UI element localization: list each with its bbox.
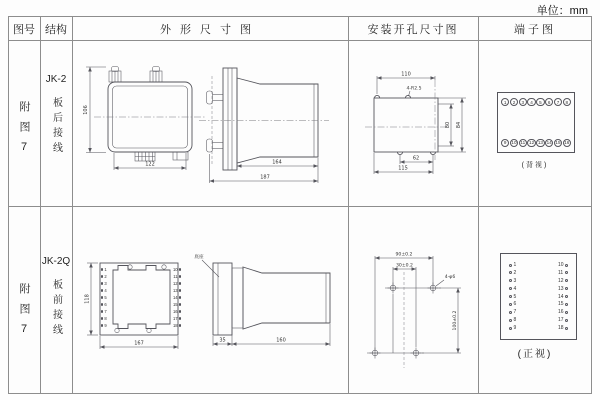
fv2-terminals-right	[166, 267, 181, 328]
terminal-entry: 15	[558, 301, 568, 307]
terminal-dot-icon	[101, 310, 103, 312]
terminal-entry: 6	[509, 301, 516, 307]
terminal-dot-icon	[179, 317, 181, 319]
row1-dim-depth-total: 187	[260, 174, 270, 181]
terminal-dot-icon	[565, 311, 568, 314]
terminal-entry: 4	[101, 288, 114, 293]
terminal-entry: 1	[101, 267, 114, 272]
terminal-dot-icon	[179, 296, 181, 298]
terminal-dot-icon	[101, 296, 103, 298]
terminal-entry: 16	[558, 309, 568, 315]
terminal1-row-bottom	[501, 139, 571, 147]
terminal-dot-icon	[101, 275, 103, 277]
header-mounting: 安装开孔尺寸图	[367, 24, 459, 36]
terminal-entry: 5	[101, 295, 114, 300]
terminal-entry: 13	[558, 286, 568, 292]
terminal-circle: 16	[564, 140, 570, 146]
terminal-circle: 5	[536, 98, 544, 106]
terminal-dot-icon	[509, 279, 512, 282]
row1-dim-outer-height: 84	[456, 121, 462, 129]
terminal-entry: 15	[166, 302, 181, 307]
terminal-dot-icon	[101, 268, 103, 270]
terminal-dot-icon	[101, 324, 103, 326]
terminal-entry: 10	[558, 262, 568, 268]
terminal-dot-icon	[179, 303, 181, 305]
terminal-entry: 9	[101, 323, 114, 328]
row1-dim-front-height: 106	[83, 105, 89, 115]
terminal-circle: 14	[546, 140, 552, 146]
terminal-circle: 4	[527, 98, 535, 106]
terminal-entry: 11	[558, 270, 568, 276]
row1-view-label: (背视)	[521, 162, 549, 169]
row2-dim-base-thickness: 35	[219, 337, 226, 344]
terminal-dot-icon	[509, 271, 512, 274]
row1-wiring: 板后接线	[50, 97, 62, 157]
terminal-dot-icon	[509, 319, 512, 322]
row2-base-label: 底座	[194, 255, 204, 260]
terminal-circle: 13	[537, 140, 543, 146]
header-fig-no: 图号	[13, 24, 35, 36]
terminal-entry: 7	[101, 309, 114, 314]
terminal-entry: 4	[509, 286, 516, 292]
row1-dim-front-width: 122	[145, 161, 155, 168]
terminal-dot-icon	[509, 303, 512, 306]
row1-model: JK-2	[45, 74, 67, 85]
row2-dim-front-width: 167	[134, 340, 144, 347]
header-outline: 外形尺寸图	[160, 24, 260, 36]
terminal-entry: 6	[101, 302, 114, 307]
terminal-entry: 13	[166, 288, 181, 293]
terminal-entry: 16	[166, 309, 181, 314]
terminal-circle: 11	[520, 140, 526, 146]
row1-dim-top-width: 110	[401, 71, 411, 78]
terminal-dot-icon	[101, 317, 103, 319]
terminal-circle: 3	[519, 98, 527, 106]
terminal-dot-icon	[509, 295, 512, 298]
row1-outline-drawing	[72, 40, 348, 206]
terminal-dot-icon	[179, 282, 181, 284]
terminal-dot-icon	[509, 264, 512, 267]
terminal-dot-icon	[565, 271, 568, 274]
terminal-circle: 10	[511, 140, 517, 146]
terminal-dot-icon	[565, 295, 568, 298]
unit-label: 单位：mm	[536, 5, 588, 17]
fv2-terminals-left	[101, 267, 114, 328]
row2-dim-front-height: 118	[84, 294, 91, 304]
terminal-dot-icon	[179, 268, 181, 270]
row1-terminal-box	[497, 92, 575, 153]
row2-dim-hole-span-h: 90±0.2	[395, 252, 413, 258]
terminal-circle: 15	[555, 140, 561, 146]
row1-dim-depth-body: 164	[272, 159, 282, 166]
terminal-dot-icon	[565, 287, 568, 290]
terminal-dot-icon	[509, 287, 512, 290]
terminal-dot-icon	[565, 319, 568, 322]
row1-fig-no: 附图7	[18, 100, 30, 162]
terminal-entry: 8	[101, 316, 114, 321]
terminal-dot-icon	[179, 310, 181, 312]
row1-dim-inner-height: 80	[445, 121, 451, 129]
terminal-circle: 8	[563, 98, 571, 106]
terminal-circle: 12	[529, 140, 535, 146]
header-structure: 结构	[45, 24, 67, 36]
terminal-entry: 14	[166, 295, 181, 300]
terminal-entry: 1	[509, 262, 516, 268]
terminal1-row-top	[501, 98, 571, 106]
row2-holes-label: 4-φ6	[444, 275, 456, 280]
terminal-entry: 5	[509, 294, 516, 300]
row1-mounting-drawing	[348, 40, 478, 206]
row2-dim-hole-span-v: 100±0.2	[453, 310, 458, 331]
terminal-dot-icon	[565, 279, 568, 282]
terminal-circle: 9	[501, 139, 509, 147]
terminal-dot-icon	[179, 289, 181, 291]
terminal-entry: 3	[101, 281, 114, 286]
terminal-circle: 6	[545, 98, 553, 106]
terminal-dot-icon	[179, 275, 181, 277]
terminal-dot-icon	[509, 327, 512, 330]
terminal-entry: 2	[509, 270, 516, 276]
row2-dim-depth: 160	[276, 337, 286, 344]
terminal-entry: 17	[166, 316, 181, 321]
terminal-entry: 12	[166, 281, 181, 286]
terminal-circle: 7	[554, 98, 562, 106]
row2-model: JK-2Q	[41, 256, 71, 267]
terminal-dot-icon	[565, 264, 568, 267]
terminal-entry: 12	[558, 278, 568, 284]
terminal-entry: 8	[509, 317, 516, 323]
terminal-entry: 7	[509, 309, 516, 315]
row2-terminal-box	[500, 253, 577, 340]
row1-dim-bottom-width: 115	[398, 165, 408, 172]
terminal-entry: 3	[509, 278, 516, 284]
terminal-entry: 18	[166, 323, 181, 328]
terminal-dot-icon	[101, 282, 103, 284]
terminal-entry: 2	[101, 274, 114, 279]
terminal-entry: 18	[558, 325, 568, 331]
row2-wiring: 板前接线	[50, 279, 62, 339]
row2-fig-no: 附图7	[18, 282, 30, 344]
terminal-entry: 9	[509, 325, 516, 331]
terminal-circle: 1	[501, 98, 509, 106]
terminal-dot-icon	[101, 303, 103, 305]
terminal-entry: 11	[166, 274, 181, 279]
terminal-dot-icon	[565, 327, 568, 330]
row1-dim-notch-span: 62	[412, 155, 420, 162]
terminal-dot-icon	[101, 289, 103, 291]
terminal-dot-icon	[509, 311, 512, 314]
terminal-entry: 17	[558, 317, 568, 323]
header-terminal: 端子图	[514, 24, 556, 36]
row2-view-label: (正视)	[517, 349, 553, 360]
row1-holes-label: 4-R2.5	[406, 86, 422, 92]
row2-mounting-drawing	[348, 206, 478, 393]
terminal-entry: 14	[558, 294, 568, 300]
column-divider	[478, 17, 479, 393]
terminal-dot-icon	[565, 303, 568, 306]
terminal-entry: 10	[166, 267, 181, 272]
terminal2-col-left	[509, 262, 516, 331]
terminal2-col-right	[558, 262, 568, 331]
terminal-dot-icon	[179, 324, 181, 326]
terminal-circle: 2	[510, 98, 518, 106]
row2-dim-hole-offset: 30±0.2	[395, 263, 414, 269]
